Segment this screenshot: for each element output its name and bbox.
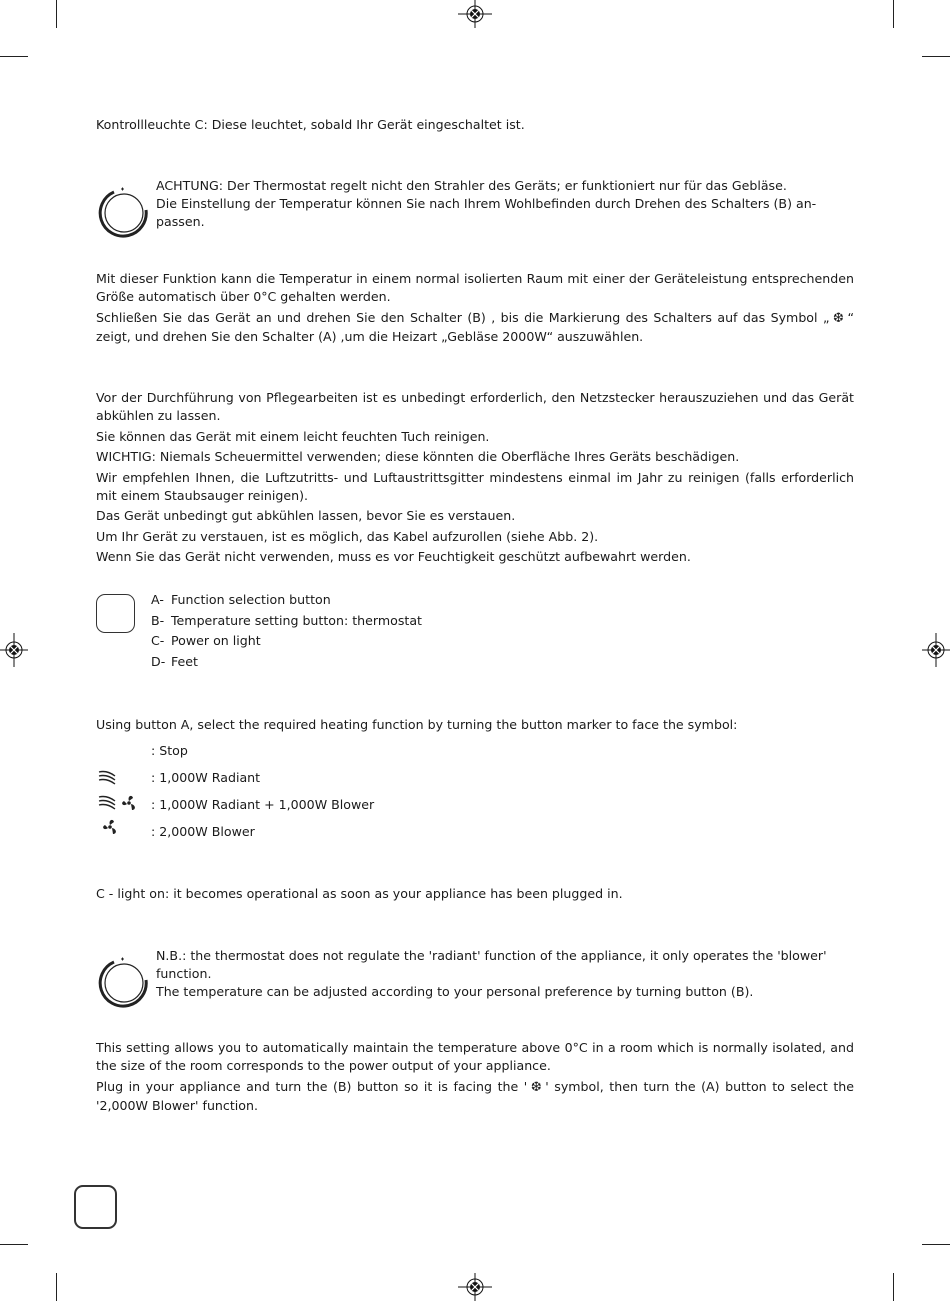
crop-mark	[922, 56, 950, 57]
note-line: Die Einstellung der Temperatur können Sie nach Ihrem Wohlbefinden durch Drehen des Schalters (B) an-	[156, 196, 817, 211]
part-letter: A-	[151, 592, 164, 607]
parts-list	[151, 591, 551, 673]
light-on-text: C - light on: it becomes operational as soon as your appliance has been plugged in.	[96, 886, 623, 901]
thermostat-dial-icon	[96, 184, 150, 238]
part-text: Feet	[171, 653, 198, 669]
note-line: The temperature can be adjusted according to your personal preference by turning button (B).	[156, 984, 754, 999]
registration-mark-icon	[0, 633, 28, 667]
note-line: function.	[156, 966, 212, 981]
paragraph: Wir empfehlen Ihnen, die Luftzutritts- und Luftaustrittsgitter mindestens einmal im Jahr zu reinigen (falls erforderlich mit einem Staubsauger reinigen).	[96, 469, 854, 503]
english-thermostat-note	[156, 947, 856, 1001]
radiant-blower-icon	[98, 794, 140, 812]
text-span: ' symbol, then turn the (A) button to select the '2,000W Blower' function.	[96, 1078, 855, 1113]
paragraph: Sie können das Gerät mit einem leicht feuchten Tuch reinigen.	[96, 428, 490, 444]
crop-mark	[56, 0, 57, 28]
paragraph: Vor der Durchführung von Pflegearbeiten ist es unbedingt erforderlich, den Netzstecker herauszuziehen und das Gerät abkühlen zu lassen.	[96, 390, 854, 423]
crop-mark	[0, 56, 28, 57]
paragraph: Das Gerät unbedingt gut abkühlen lassen, bevor Sie es verstauen.	[96, 508, 516, 523]
note-line: ACHTUNG: Der Thermostat regelt nicht den Strahler des Geräts; er funktioniert nur für das Gebläse.	[156, 178, 787, 193]
function-row: : 1,000W Radiant + 1,000W Blower	[151, 797, 375, 812]
language-box	[96, 594, 135, 633]
english-frost-section	[96, 1039, 854, 1117]
crop-mark	[922, 1244, 950, 1245]
snowflake-icon: ❆	[833, 310, 844, 326]
text-span: “ zeigt, und drehen Sie den Schalter (A) ,um die Heizart „Gebläse 2000W“ auszuwählen.	[96, 309, 854, 344]
german-thermostat-note	[156, 177, 856, 231]
radiant-icon	[98, 769, 120, 785]
paragraph: This setting allows you to automatically maintain the temperature above 0°C in a room which is normally isolated, and the size of the room corresponds to the power output of your appliance.	[96, 1040, 854, 1073]
part-letter: C-	[151, 633, 165, 648]
paragraph: Um Ihr Gerät zu verstauen, ist es möglich, das Kabel aufzurollen (siehe Abb. 2).	[96, 528, 599, 544]
paragraph	[96, 309, 854, 346]
note-line: N.B.: the thermostat does not regulate the 'radiant' function of the appliance, it only operates the 'blower'	[156, 948, 827, 963]
part-text: Temperature setting button: thermostat	[171, 612, 422, 628]
list-item	[151, 612, 551, 633]
part-letter: B-	[151, 612, 165, 628]
list-item	[151, 653, 551, 674]
german-frost-section	[96, 270, 854, 348]
function-row: : 1,000W Radiant	[151, 770, 261, 785]
crop-mark	[0, 1244, 28, 1245]
thermostat-dial-icon	[96, 954, 150, 1008]
part-text: Power on light	[171, 633, 261, 648]
registration-mark-icon	[458, 0, 492, 28]
note-line: passen.	[156, 214, 205, 229]
german-care-section	[96, 389, 854, 569]
paragraph: Mit dieser Funktion kann die Temperatur in einem normal isolierten Raum mit einer der Geräteleistung entsprechenden Größe automatisch über 0°C gehalten werden.	[96, 271, 854, 304]
registration-mark-icon	[458, 1273, 492, 1301]
paragraph: WICHTIG: Niemals Scheuermittel verwenden; diese könnten die Oberfläche Ihres Geräts beschädigen.	[96, 449, 740, 464]
registration-mark-icon	[922, 633, 950, 667]
functions-intro: Using button A, select the required heating function by turning the button marker to face the symbol:	[96, 717, 738, 732]
paragraph: Wenn Sie das Gerät nicht verwenden, muss es vor Feuchtigkeit geschützt aufbewahrt werden.	[96, 549, 691, 564]
list-item	[151, 632, 551, 653]
crop-mark	[893, 1273, 894, 1301]
part-letter: D-	[151, 653, 166, 669]
list-item	[151, 591, 551, 612]
crop-mark	[56, 1273, 57, 1301]
crop-mark	[893, 0, 894, 28]
part-text: Function selection button	[171, 592, 331, 607]
text-span: Plug in your appliance and turn the (B) button so it is facing the '	[96, 1078, 528, 1094]
snowflake-icon: ❆	[530, 1079, 542, 1095]
paragraph	[96, 1078, 854, 1115]
text-span: Schließen Sie das Gerät an und drehen Sie den Schalter (B) , bis die Markierung des Schalters auf das Symbol „	[96, 309, 830, 325]
blower-icon	[100, 818, 120, 836]
function-row: : 2,000W Blower	[151, 824, 255, 839]
function-row: : Stop	[151, 743, 188, 758]
page-number-box	[74, 1185, 117, 1229]
kontrollleuchte-text: Kontrollleuchte C: Diese leuchtet, sobald Ihr Gerät eingeschaltet ist.	[96, 117, 525, 132]
